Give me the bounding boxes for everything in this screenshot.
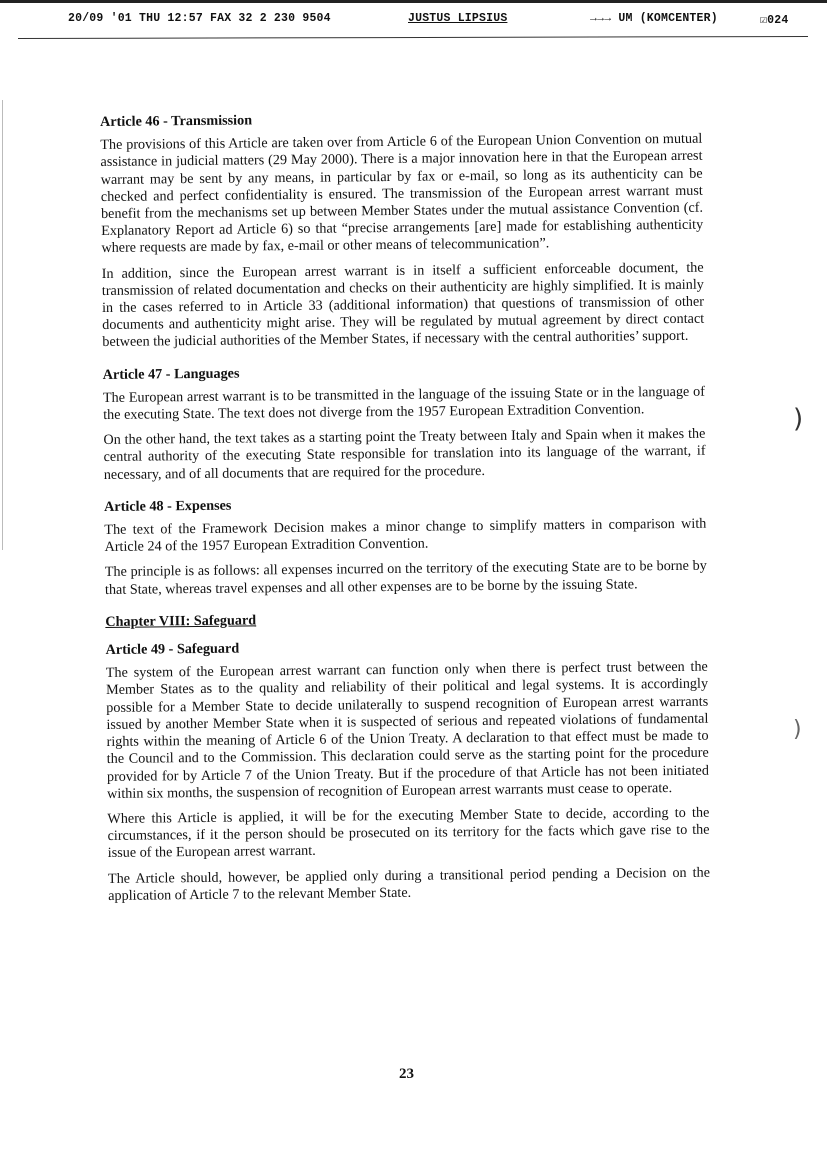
fax-recipient: →→→ UM (KOMCENTER) [590, 12, 718, 25]
article-46-heading: Article 46 - Transmission [100, 112, 253, 130]
fax-header-rule [18, 36, 808, 39]
article-47-paragraph-1: The European arrest warrant is to be transmitted in the language of the issuing State or in the language of the executing State. The text does not diverge from the 1957 European Extradition Convention. [102, 383, 706, 424]
article-47-paragraph-2: On the other hand, the text takes as a starting point the Treaty between Italy and Spain when it makes the central authority of the executing State responsible for translation into its language of the warrant, if necessary, and of all documents that are required for the procedure. [103, 425, 706, 483]
chapter-8-heading: Chapter VIII: Safeguard [105, 612, 257, 630]
fax-sender: JUSTUS LIPSIUS [408, 12, 508, 25]
fax-top-rule [0, 0, 827, 3]
hole-punch-mark: ) [793, 404, 804, 434]
article-49-paragraph-3: The Article should, however, be applied only during a transitional period pending a Decision on the application of Article 7 to the relevant Member State. [107, 864, 711, 904]
article-48-paragraph-1: The text of the Framework Decision makes a minor change to simplify matters in comparison with Article 24 of the 1957 European Extradition Convention. [104, 515, 707, 556]
article-46-section [100, 108, 704, 352]
article-48-paragraph-2: The principle is as follows: all expenses incurred on the territory of the executing State are to be borne by that State, whereas travel expenses and all other expenses are to be borne by the issuing State. [104, 558, 707, 598]
article-46-paragraph-2: In addition, since the European arrest warrant is in itself a sufficient enforceable document, the transmission of related documentation and checks on their authenticity are highly simplified. It is mainly in the cases referred to in Article 33 (additional information) that questions of transmission of other documents and authenticity might arise. They will be regulated by mutual agreement by direct contact between the judicial authorities of the Member States, if necessary with the central authorities’ support. [101, 259, 705, 351]
article-49-paragraph-2: Where this Article is applied, it will be for the executing Member State to decide, according to the circumstances, if it the person should be prosecuted on its territory for the facts which gave rise to the issue of the European arrest warrant. [107, 804, 710, 862]
article-49-paragraph-1: The system of the European arrest warrant can function only when there is perfect trust between the Member States as to the quality and reliability of their political and legal systems. It is accordingly possible for a Member State to decide unilaterally to suspend recognition of European arrest warrants issued by another Member State when it is suspected of serious and repeated violations of fundamental rights within the meaning of Article 6 of the Union Treaty. A declaration to that effect must be made to the Council and to the Commission. This declaration could serve as the starting point for the procedure provided for by Article 7 of the Union Treaty. But if the procedure of that Article has not been initiated within six months, the suspension of recognition of European arrest warrants must cease to operate. [105, 658, 709, 802]
article-48-heading: Article 48 - Expenses [104, 497, 232, 515]
article-46-paragraph-1: The provisions of this Article are taken over from Article 6 of the European Union Convention on mutual assistance in judicial matters (29 May 2000). There is a major innovation here in that the European arrest warrant may be sent by any means, in particular by fax or e-mail, so long as its authenticity can be checked and perfect confidentiality is ensured. The transmission of the European arrest warrant must benefit from the mechanisms set up between Member States under the mutual assistance Convention (cf. Explanatory Report ad Article 6) so that “precise arrangements [are] made for establishing authenticity where requests are made by fax, e-mail or other means of telecommunication”. [100, 130, 704, 257]
fax-page-number: ☑024 [760, 14, 789, 27]
article-49-heading: Article 49 - Safeguard [105, 640, 240, 659]
hole-punch-mark: ) [793, 717, 802, 742]
page-content [100, 108, 710, 920]
fax-header [0, 9, 827, 29]
article-49-section [106, 636, 711, 905]
fax-date-time: 20/09 '01 THU 12:57 FAX 32 2 230 9504 [68, 12, 331, 25]
article-47-heading: Article 47 - Languages [102, 365, 240, 383]
article-47-section [103, 360, 706, 484]
page-number: 23 [399, 1066, 414, 1082]
scan-edge-line [2, 100, 3, 550]
article-48-section [104, 493, 707, 599]
